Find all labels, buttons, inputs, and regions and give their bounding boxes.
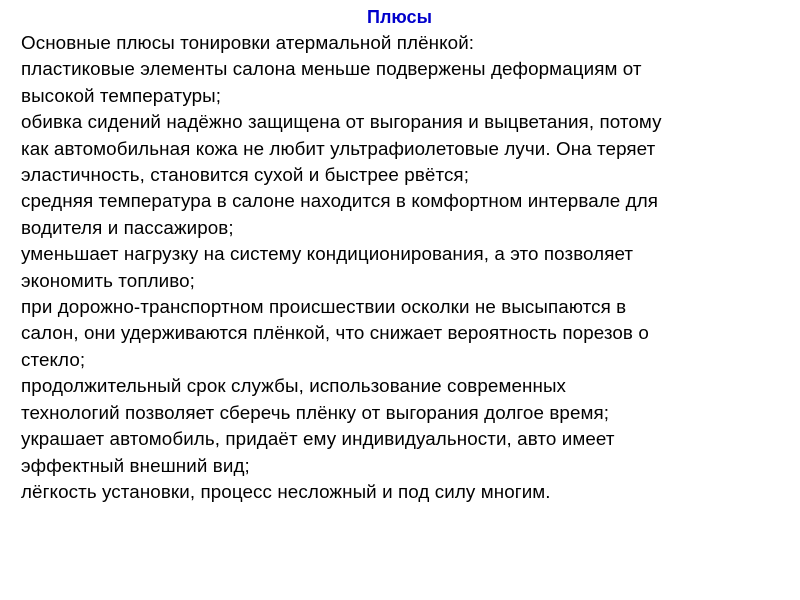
text-line: водителя и пассажиров; [21, 216, 234, 238]
text-line: салон, они удерживаются плёнкой, что снижает вероятность порезов о [21, 322, 649, 344]
text-line: обивка сидений надёжно защищена от выгорания и выцветания, потому [21, 111, 662, 133]
text-line: эффектный внешний вид; [21, 454, 250, 476]
text-line: продолжительный срок службы, использование современных [21, 375, 567, 397]
text-line: экономить топливо; [21, 269, 195, 291]
text-line: как автомобильная кожа не любит ультрафиолетовые лучи. Она теряет [21, 137, 656, 159]
text-line: технологий позволяет сберечь плёнку от выгорания долгое время; [21, 401, 610, 423]
slide-body [21, 30, 778, 505]
text-line: при дорожно-транспортном происшествии осколки не высыпаются в [21, 296, 627, 318]
text-line: эластичность, становится сухой и быстрее рвётся; [21, 164, 470, 186]
text-line: лёгкость установки, процесс несложный и под силу многим. [21, 480, 551, 502]
text-line: стекло; [21, 348, 86, 370]
text-line: уменьшает нагрузку на систему кондиционирования, а это позволяет [21, 243, 634, 265]
text-line: пластиковые элементы салона меньше подвержены деформациям от [21, 58, 642, 80]
text-line: средняя температура в салоне находится в комфортном интервале для [21, 190, 659, 212]
text-line: высокой температуры; [21, 84, 222, 106]
slide-title: Плюсы [367, 7, 432, 27]
text-line: украшает автомобиль, придаёт ему индивидуальности, авто имеет [21, 428, 615, 450]
text-line: Основные плюсы тонировки атермальной плёнкой: [21, 32, 475, 53]
